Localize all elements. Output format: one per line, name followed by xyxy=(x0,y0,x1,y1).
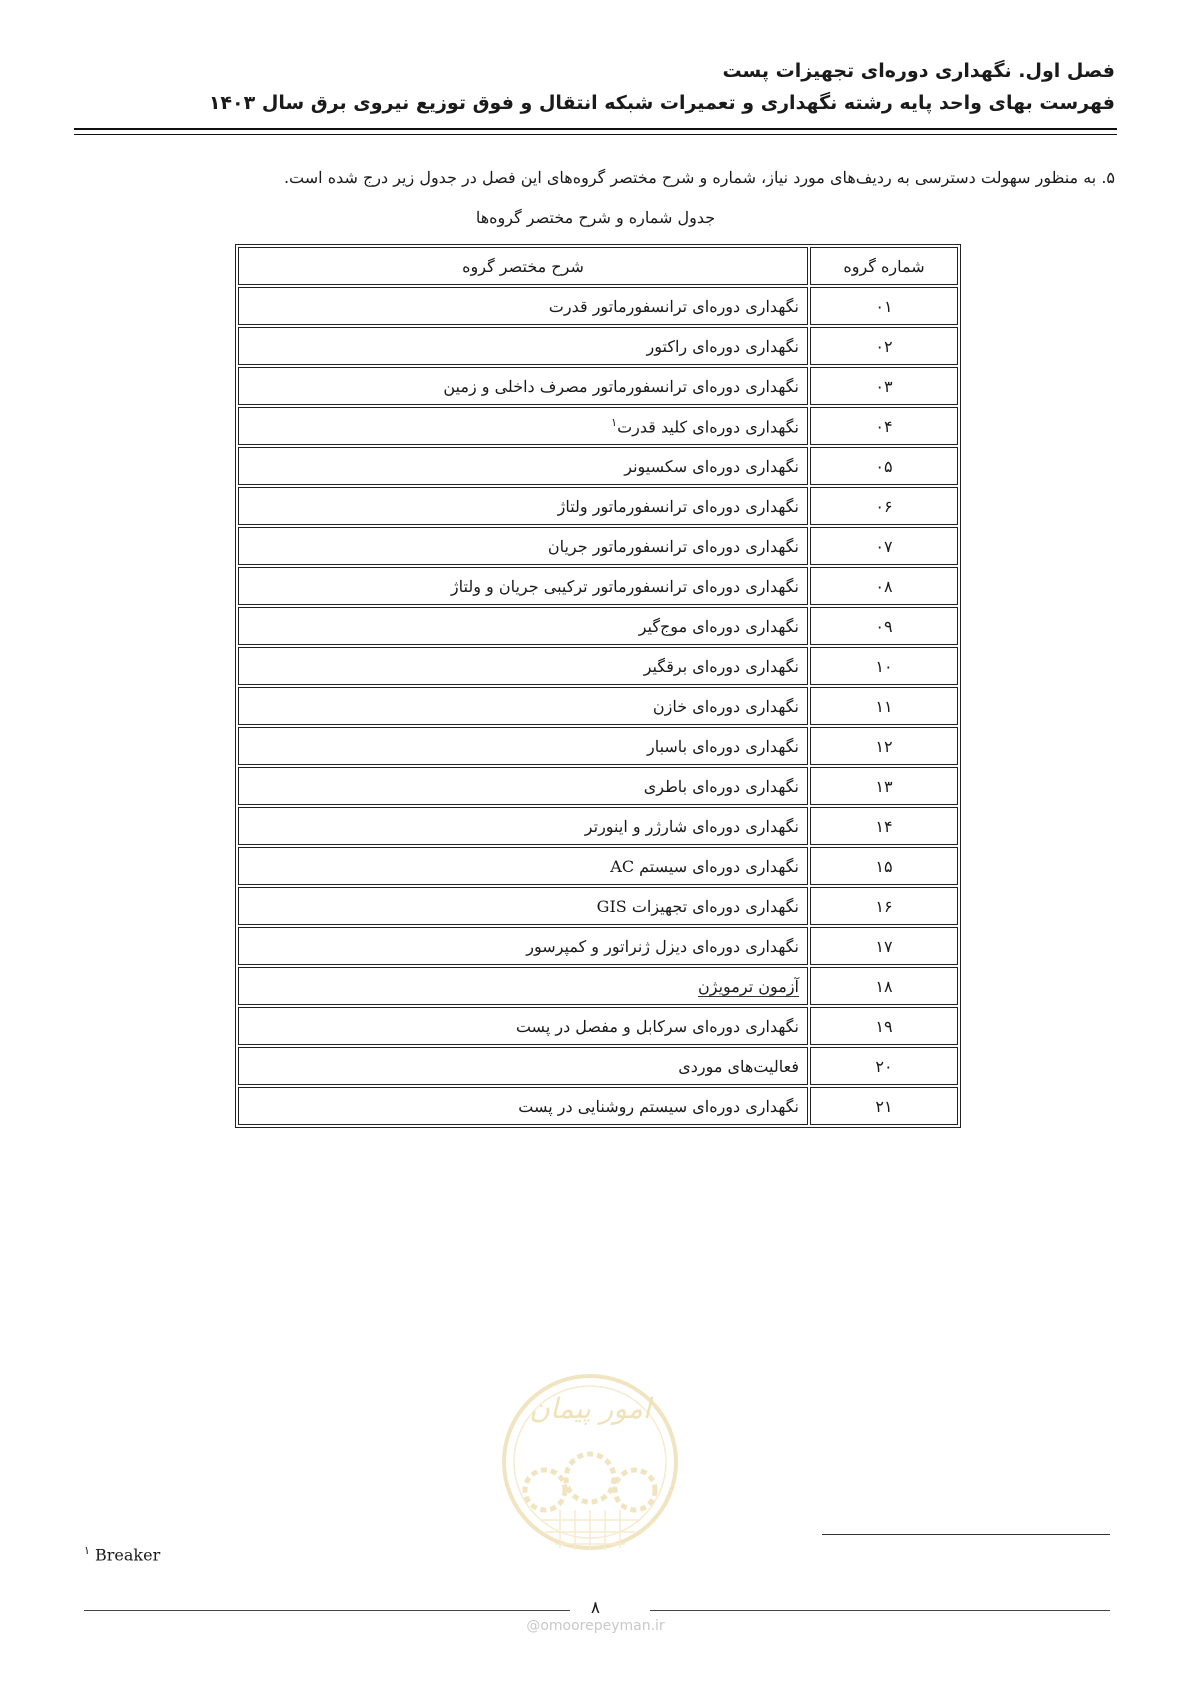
table-row xyxy=(238,407,958,445)
group-number: ۰۴ xyxy=(810,407,958,445)
table-row xyxy=(238,567,958,605)
page-number: ۸ xyxy=(590,1598,601,1618)
group-description-text: نگهداری دوره‌ای شارژر و اینورتر xyxy=(584,816,799,836)
table-caption: جدول شماره و شرح مختصر گروه‌ها xyxy=(475,208,716,227)
table-row xyxy=(238,487,958,525)
group-number: ۲۱ xyxy=(810,1087,958,1125)
group-number: ۱۵ xyxy=(810,847,958,885)
watermark-logo-text: امور پیمان xyxy=(529,1392,651,1425)
group-description-text: نگهداری دوره‌ای دیزل ژنراتور و کمپرسور xyxy=(526,936,799,956)
table-row xyxy=(238,967,958,1005)
footer-rule-left xyxy=(84,1610,570,1611)
table-row xyxy=(238,1087,958,1125)
header-rule-thick xyxy=(74,128,1117,130)
group-description-text: نگهداری دوره‌ای ترانسفورماتور جریان xyxy=(547,536,799,556)
footnote xyxy=(84,1544,160,1564)
table-row xyxy=(238,447,958,485)
group-description-text: نگهداری دوره‌ای کلید قدرت xyxy=(617,417,799,437)
group-description xyxy=(238,367,808,405)
group-description xyxy=(238,567,808,605)
chapter-title: فصل اول. نگهداری دوره‌ای تجهیزات پست xyxy=(722,60,1115,82)
group-description xyxy=(238,807,808,845)
group-description-text: نگهداری دوره‌ای خازن xyxy=(652,696,799,716)
table-row xyxy=(238,327,958,365)
group-number: ۱۷ xyxy=(810,927,958,965)
group-description xyxy=(238,1007,808,1045)
group-description xyxy=(238,927,808,965)
group-description xyxy=(238,847,808,885)
group-description xyxy=(238,407,808,445)
table-row xyxy=(238,1047,958,1085)
footer-rule-right xyxy=(650,1610,1110,1611)
table-row xyxy=(238,687,958,725)
footnote-mark: ۱ xyxy=(84,1544,90,1557)
page-header xyxy=(76,56,1115,118)
table-row xyxy=(238,807,958,845)
table-row xyxy=(238,847,958,885)
table-row xyxy=(238,527,958,565)
group-description xyxy=(238,607,808,645)
group-number: ۱۰ xyxy=(810,647,958,685)
watermark-logo xyxy=(500,1350,680,1595)
group-number: ۰۵ xyxy=(810,447,958,485)
header-rule-thin xyxy=(74,134,1117,135)
group-number: ۱۹ xyxy=(810,1007,958,1045)
group-number: ۰۶ xyxy=(810,487,958,525)
table-header-row xyxy=(238,247,958,285)
footnote-separator xyxy=(822,1534,1110,1535)
group-number: ۲۰ xyxy=(810,1047,958,1085)
group-description-text: نگهداری دوره‌ای موج‌گیر xyxy=(638,616,799,636)
footnote-text: Breaker xyxy=(95,1545,161,1565)
group-number: ۰۹ xyxy=(810,607,958,645)
group-number: ۱۱ xyxy=(810,687,958,725)
table-row xyxy=(238,367,958,405)
group-description xyxy=(238,487,808,525)
group-description-text: نگهداری دوره‌ای ترانسفورماتور ولتاژ xyxy=(557,496,799,516)
group-number: ۱۲ xyxy=(810,727,958,765)
table-row xyxy=(238,647,958,685)
group-description-text: نگهداری دوره‌ای سرکابل و مفصل در پست xyxy=(515,1016,799,1036)
table-row xyxy=(238,767,958,805)
groups-table xyxy=(235,244,961,1128)
group-number: ۱۴ xyxy=(810,807,958,845)
col-header-number: شماره گروه xyxy=(810,247,958,285)
group-description xyxy=(238,327,808,365)
group-description xyxy=(238,1087,808,1125)
group-description xyxy=(238,647,808,685)
group-description xyxy=(238,447,808,485)
group-description-text: نگهداری دوره‌ای سیستم AC xyxy=(610,856,799,876)
group-number: ۱۶ xyxy=(810,887,958,925)
group-description-text: آزمون ترمویژن xyxy=(698,976,799,996)
group-description xyxy=(238,727,808,765)
group-number: ۱۳ xyxy=(810,767,958,805)
group-number: ۰۱ xyxy=(810,287,958,325)
table-row xyxy=(238,1007,958,1045)
col-header-description: شرح مختصر گروه xyxy=(238,247,808,285)
group-description xyxy=(238,287,808,325)
group-number: ۰۳ xyxy=(810,367,958,405)
group-description xyxy=(238,767,808,805)
group-description-text: نگهداری دوره‌ای باطری xyxy=(643,776,799,796)
group-description-text: فعالیت‌های موردی xyxy=(678,1056,799,1076)
group-description xyxy=(238,967,808,1005)
intro-paragraph: ۵. به منظور سهولت دسترسی به ردیف‌های مورد نیاز، شماره و شرح مختصر گروه‌های این فصل در جدول زیر درج شده است. xyxy=(283,168,1115,187)
group-description-text: نگهداری دوره‌ای ترانسفورماتور ترکیبی جریان و ولتاژ xyxy=(450,576,799,596)
group-description xyxy=(238,687,808,725)
group-description-text: نگهداری دوره‌ای سکسیونر xyxy=(624,456,799,476)
table-row xyxy=(238,607,958,645)
group-description-text: نگهداری دوره‌ای برقگیر xyxy=(643,656,799,676)
watermark-url: @omoorepeyman.ir xyxy=(526,1618,665,1634)
table-row xyxy=(238,887,958,925)
group-description-text: نگهداری دوره‌ای باسبار xyxy=(646,736,799,756)
table-row xyxy=(238,287,958,325)
book-title: فهرست بهای واحد پایه رشته نگهداری و تعمیرات شبکه انتقال و فوق توزیع نیروی برق سال ۱۴۰۳ xyxy=(208,92,1115,114)
group-description xyxy=(238,527,808,565)
table-row xyxy=(238,927,958,965)
table-row xyxy=(238,727,958,765)
group-number: ۰۸ xyxy=(810,567,958,605)
group-number: ۰۷ xyxy=(810,527,958,565)
group-description xyxy=(238,887,808,925)
group-description-text: نگهداری دوره‌ای سیستم روشنایی در پست xyxy=(518,1096,799,1116)
group-number: ۰۲ xyxy=(810,327,958,365)
group-number: ۱۸ xyxy=(810,967,958,1005)
group-description-text: نگهداری دوره‌ای تجهیزات GIS xyxy=(596,896,799,916)
table-body xyxy=(238,287,958,1125)
footnote-reference: ۱ xyxy=(611,415,618,429)
group-description-text: نگهداری دوره‌ای راکتور xyxy=(646,336,799,356)
group-description-text: نگهداری دوره‌ای ترانسفورماتور قدرت xyxy=(548,296,799,316)
group-description-text: نگهداری دوره‌ای ترانسفورماتور مصرف داخلی و زمین xyxy=(443,376,799,396)
group-description xyxy=(238,1047,808,1085)
